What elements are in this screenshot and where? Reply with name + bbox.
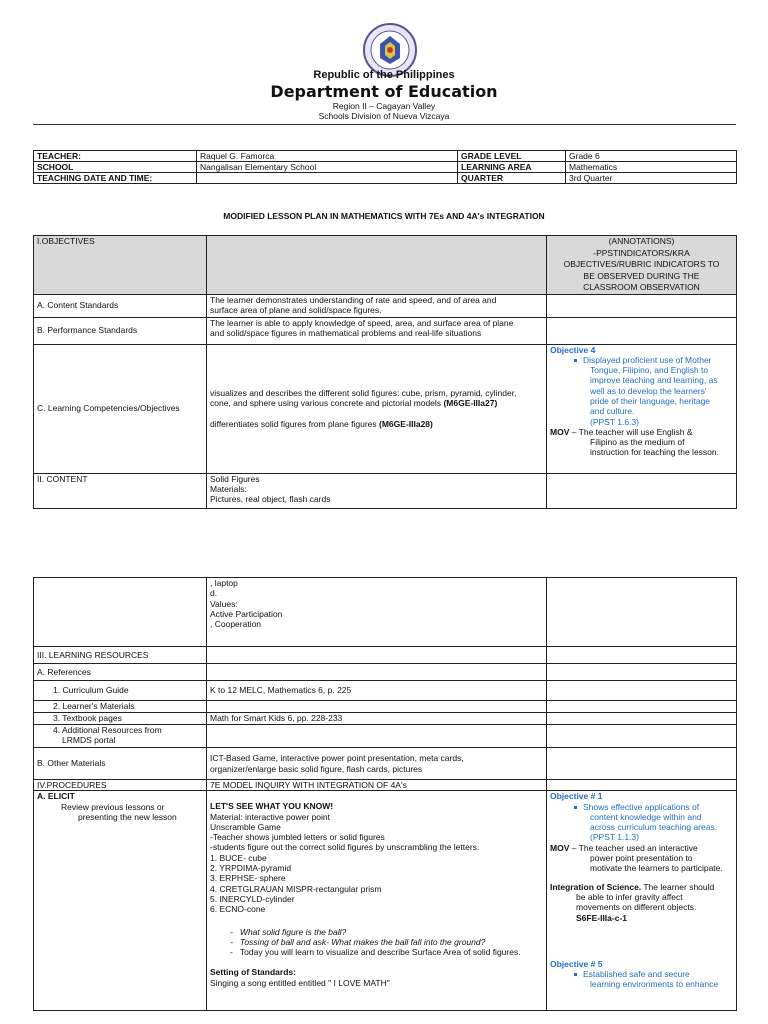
textbook-text: Math for Smart Kids 6, pp. 228-233 xyxy=(207,713,547,725)
procedures-note xyxy=(547,780,737,791)
objective1-bullet xyxy=(564,802,733,812)
objective4-text: Tongue, Filipino, and English to xyxy=(590,365,709,376)
learners-materials-row xyxy=(34,701,737,713)
mov-text: motivate the learners to participate. xyxy=(590,863,723,874)
objective4-annotation xyxy=(547,344,737,473)
objective1-text: across curriculum teaching areas. xyxy=(590,822,718,833)
mov-text: Filipino as the medium of xyxy=(590,437,685,448)
competencies-text xyxy=(207,344,547,473)
content-standards-line: surface area of plane and solid/space figures. xyxy=(210,304,382,315)
science-text: be able to infer gravity affect xyxy=(576,891,683,902)
materials-continued-label xyxy=(34,578,207,647)
elicit-activity xyxy=(207,791,547,1011)
performance-standards-label: B. Performance Standards xyxy=(34,317,207,344)
teacher-value: Raquel G. Famorca xyxy=(197,151,458,162)
competency-line xyxy=(210,419,543,429)
activity-line: 5. INERCYLD-cylinder xyxy=(210,893,295,904)
learners-materials-note xyxy=(547,701,737,713)
additional-resources-text xyxy=(207,725,547,748)
objectives-table xyxy=(33,235,737,509)
textbook-row xyxy=(34,713,737,725)
mov-text: power point presentation to xyxy=(590,853,693,864)
content-line: Solid Figures xyxy=(210,473,260,484)
performance-standards-note xyxy=(547,317,737,344)
other-materials-label: B. Other Materials xyxy=(34,748,207,780)
learning-resources-label: III. LEARNING RESOURCES xyxy=(34,647,207,664)
procedures-row xyxy=(34,780,737,791)
curriculum-guide-row xyxy=(34,681,737,701)
learning-resources-note xyxy=(547,647,737,664)
additional-resources-label xyxy=(34,725,207,748)
info-row-teacher xyxy=(34,151,737,162)
procedures-table xyxy=(33,577,737,1011)
grade-value: Grade 6 xyxy=(566,151,737,162)
performance-standards-line: The learner is able to apply knowledge of speed, area, and surface area of plane xyxy=(210,317,514,328)
annotations-line: OBJECTIVES/RUBRIC INDICATORS TO xyxy=(563,259,720,269)
mov-line xyxy=(550,843,733,853)
objective4-bullet xyxy=(564,355,733,365)
bullet-square-icon xyxy=(574,973,577,976)
materials-line: Active Participation xyxy=(210,608,283,619)
elicit-label: A. ELICIT xyxy=(37,791,75,802)
objective1-text: content knowledge within and xyxy=(590,811,702,822)
materials-continued-text xyxy=(207,578,547,647)
objectives-header-row xyxy=(34,236,737,295)
additional-resources-line: 4. Additional Resources from xyxy=(53,725,162,735)
other-materials-line: ICT-Based Game, interactive power point presentation, meta cards, xyxy=(210,753,464,764)
references-label: A. References xyxy=(34,664,207,681)
bullet-square-icon xyxy=(574,806,577,809)
mov-label: MOV xyxy=(550,426,570,437)
standards-heading: Setting of Standards: xyxy=(210,967,296,978)
performance-standards-row xyxy=(34,317,737,344)
republic-heading: Republic of the Philippines xyxy=(313,69,455,81)
objective4-text: Displayed proficient use of Mother xyxy=(583,354,712,365)
curriculum-guide-label: 1. Curriculum Guide xyxy=(34,681,207,701)
header-divider xyxy=(33,124,736,125)
objective5-text: Established safe and secure xyxy=(583,969,690,980)
bullet-square-icon xyxy=(574,359,577,362)
grade-label: GRADE LEVEL xyxy=(458,151,566,162)
competencies-label: C. Learning Competencies/Objectives xyxy=(34,344,207,473)
science-label: Integration of Science. xyxy=(550,881,642,892)
objective1-title: Objective # 1 xyxy=(550,791,603,802)
materials-line: , Cooperation xyxy=(210,619,262,630)
activity-line: Unscramble Game xyxy=(210,821,281,832)
quarter-value: 3rd Quarter xyxy=(566,173,737,184)
textbook-note xyxy=(547,713,737,725)
plan-title: MODIFIED LESSON PLAN IN MATHEMATICS WITH 7Es AND 4A's INTEGRATION xyxy=(223,211,545,221)
department-heading: Department of Education xyxy=(270,82,498,101)
info-row-school xyxy=(34,162,737,173)
standards-text: Singing a song entitled entitled " I LOVE MATH" xyxy=(210,977,390,988)
annotations-line: BE OBSERVED DURING THE xyxy=(583,270,700,281)
learning-resources-text xyxy=(207,647,547,664)
objectives-blank xyxy=(207,236,547,295)
objectives-heading: I.OBJECTIVES xyxy=(34,236,207,295)
content-label: II. CONTENT xyxy=(34,473,207,508)
objective4-title: Objective 4 xyxy=(550,344,596,355)
activity-line: 2. YRPDIMA-pyramid xyxy=(210,863,292,874)
content-note xyxy=(547,473,737,508)
performance-standards-text xyxy=(207,317,547,344)
elicit-sub: Review previous lessons or xyxy=(61,801,165,812)
other-materials-text xyxy=(207,748,547,780)
references-text xyxy=(207,664,547,681)
curriculum-guide-note xyxy=(547,681,737,701)
other-materials-note xyxy=(547,748,737,780)
objective4-text: and culture. xyxy=(590,406,635,417)
learners-materials-label: 2. Learner's Materials xyxy=(34,701,207,713)
objective1-text: Shows effective applications of xyxy=(583,801,700,812)
competencies-row xyxy=(34,344,737,473)
mov-text: – The teacher used an interactive xyxy=(569,842,698,853)
annotations-line: (ANNOTATIONS) xyxy=(608,236,675,246)
activity-line: -Teacher shows jumbled letters or solid figures xyxy=(210,832,385,843)
learners-materials-text xyxy=(207,701,547,713)
content-standards-note xyxy=(547,294,737,317)
competency-line: visualizes and describes the different solid figures: cube, prism, pyramid, cylinder, xyxy=(210,388,517,399)
content-standards-label: A. Content Standards xyxy=(34,294,207,317)
activity-line: 3. ERPHSE- sphere xyxy=(210,873,286,884)
other-materials-row xyxy=(34,748,737,780)
references-note xyxy=(547,664,737,681)
activity-line: 6. ECNO-cone xyxy=(210,904,266,915)
references-row xyxy=(34,664,737,681)
date-value xyxy=(197,173,458,184)
activity-line: 1. BUCE- cube xyxy=(210,852,267,863)
date-label: TEACHING DATE AND TIME: xyxy=(34,173,197,184)
quarter-label: QUARTER xyxy=(458,173,566,184)
objective5-bullet xyxy=(564,969,733,979)
materials-continued-row xyxy=(34,578,737,647)
competency-code: (M6GE-IIIa27) xyxy=(443,398,498,409)
additional-resources-line: LRMDS portal xyxy=(62,735,116,746)
content-standards-line: The learner demonstrates understanding of rate and speed, and of area and xyxy=(210,294,497,305)
content-standards-text xyxy=(207,294,547,317)
competency-text: differentiates solid figures from plane figures xyxy=(210,418,377,429)
activity-line: Material: interactive power point xyxy=(210,811,331,822)
region-line: Region II – Cagayan Valley xyxy=(332,101,436,111)
science-text: The learner should xyxy=(641,881,715,892)
objective4-text: (PPST 1.6.3) xyxy=(590,416,639,427)
science-line xyxy=(550,882,733,892)
science-text: movements on different objects. xyxy=(576,902,697,913)
question-line: - What solid figure is the ball? xyxy=(230,926,347,937)
info-table xyxy=(33,150,737,184)
science-code: S6FE-IIIa-c-1 xyxy=(576,912,628,923)
other-materials-line: organizer/enlarge basic solid figure, flash cards, pictures xyxy=(210,763,423,774)
textbook-label: 3. Textbook pages xyxy=(34,713,207,725)
school-value: Nangalisan Elementary School xyxy=(197,162,458,173)
area-label: LEARNING AREA xyxy=(458,162,566,173)
objective4-text: pride of their language, heritage xyxy=(590,395,711,406)
mov-line xyxy=(550,427,733,437)
teacher-label: TEACHER: xyxy=(34,151,197,162)
objective4-text: improve teaching and learning, as xyxy=(590,375,718,386)
content-line: Pictures, real object, flash cards xyxy=(210,494,331,505)
content-text xyxy=(207,473,547,508)
school-label: SCHOOL xyxy=(34,162,197,173)
elicit-cell xyxy=(34,791,207,1011)
competency-code: (M6GE-IIIa28) xyxy=(379,418,433,429)
annotations-line: CLASSROOM OBSERVATION xyxy=(583,282,700,292)
activity-heading: LET'S SEE WHAT YOU KNOW! xyxy=(210,801,334,812)
mov-text: – The teacher will use English & xyxy=(569,426,693,437)
mov-label: MOV xyxy=(550,842,570,853)
question-text: Today you will learn to visualize and describe Surface Area of solid figures. xyxy=(239,947,521,958)
question-line: - Tossing of ball and ask- What makes the ball fall into the ground? xyxy=(230,936,486,947)
question-line: - Today you will learn to visualize and describe Surface Area of solid figures. xyxy=(230,947,521,958)
division-line: Schools Division of Nueva Vizcaya xyxy=(318,111,450,121)
activity-line: 4. CRETGLRAUAN MISPR-rectangular prism xyxy=(210,883,382,894)
additional-resources-row xyxy=(34,725,737,748)
question-text: What solid figure is the ball? xyxy=(239,926,347,937)
elicit-row xyxy=(34,791,737,1011)
learning-resources-row xyxy=(34,647,737,664)
annotations-heading xyxy=(547,236,737,295)
content-standards-row xyxy=(34,294,737,317)
materials-continued-note xyxy=(547,578,737,647)
elicit-annotation xyxy=(547,791,737,1011)
materials-line: Values: xyxy=(210,598,238,609)
annotations-line: -PPSTINDICATORS/KRA xyxy=(593,247,690,258)
area-value: Mathematics xyxy=(566,162,737,173)
content-line: Materials: xyxy=(210,483,247,494)
procedures-text: 7E MODEL INQUIRY WITH INTEGRATION OF 4A's xyxy=(207,780,547,791)
mov-text: instruction for teaching the lesson. xyxy=(590,447,719,458)
competency-line xyxy=(210,398,543,408)
materials-line: , laptop xyxy=(210,578,238,588)
objective1-text: (PPST 1.1.3) xyxy=(590,832,639,843)
info-row-date xyxy=(34,173,737,184)
activity-line: -students figure out the correct solid figures by unscrambling the letters. xyxy=(210,842,480,853)
procedures-label: IV.PROCEDURES xyxy=(34,780,207,791)
additional-resources-note xyxy=(547,725,737,748)
materials-line: d. xyxy=(210,588,218,599)
objective5-text: learning environments to enhance xyxy=(590,979,719,990)
curriculum-guide-text: K to 12 MELC, Mathematics 6, p. 225 xyxy=(207,681,547,701)
performance-standards-line: and solid/space figures in mathematical problems and real-life situations xyxy=(210,327,482,338)
content-row xyxy=(34,473,737,508)
objective5-title: Objective # 5 xyxy=(550,958,603,969)
competency-text: cone, and sphere using various concrete and pictorial models xyxy=(210,398,442,409)
elicit-sub: presenting the new lesson xyxy=(78,811,177,822)
question-text: Tossing of ball and ask- What makes the ball fall into the ground? xyxy=(239,936,486,947)
objective4-text: well as to develop the learners' xyxy=(590,385,707,396)
